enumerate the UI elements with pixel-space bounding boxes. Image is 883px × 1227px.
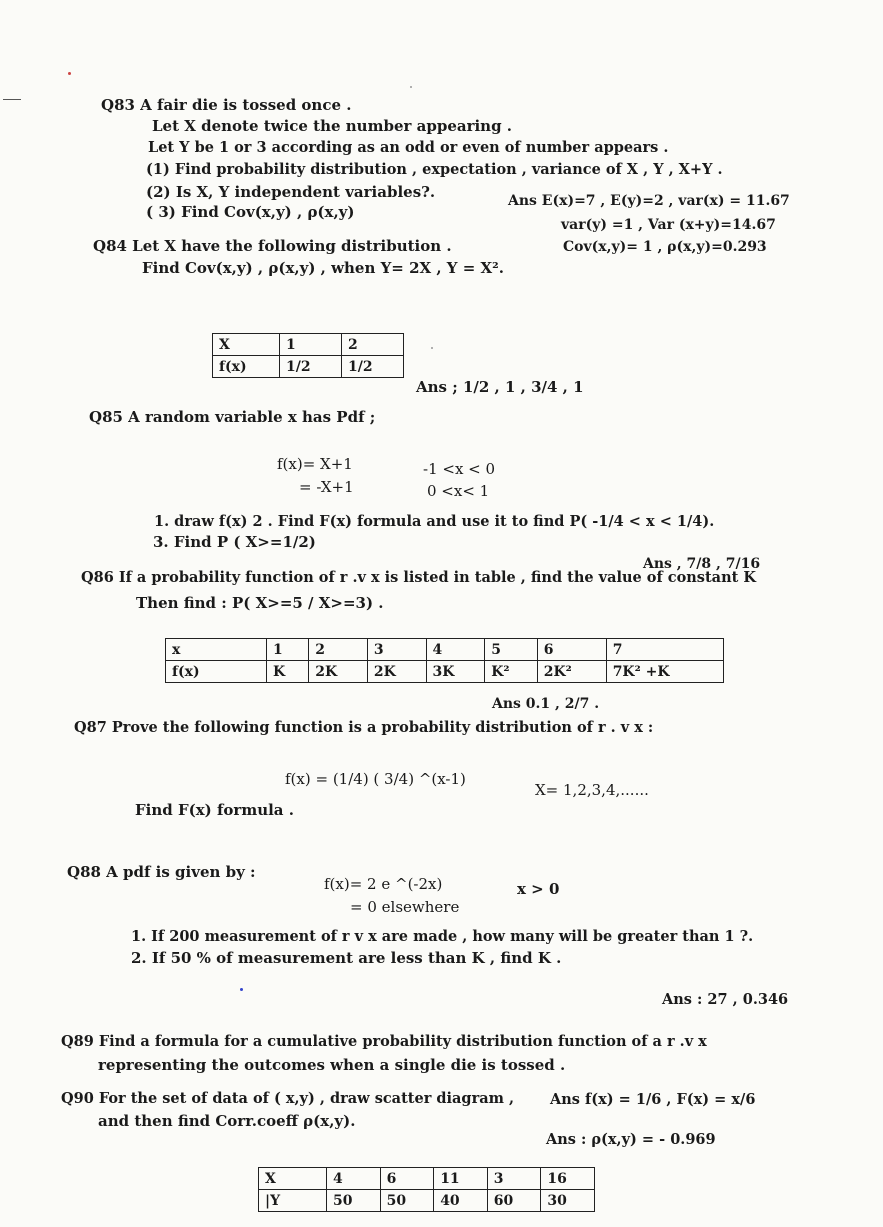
table-cell: 2 xyxy=(341,334,403,356)
q86-line1: Q86 If a probability function of r .v x is listed in table , find the value of constant K xyxy=(81,569,756,586)
table-cell: K² xyxy=(485,661,538,683)
table-cell: |Y xyxy=(259,1190,327,1212)
q89-line1: Q89 Find a formula for a cumulative probability distribution function of a r .v x xyxy=(61,1033,707,1050)
table-cell: K xyxy=(267,661,309,683)
table-row xyxy=(166,639,724,661)
q83-line4: (1) Find probability distribution , expectation , variance of X , Y , X+Y . xyxy=(146,161,723,178)
table-cell: 1/2 xyxy=(341,356,403,378)
scan-speck xyxy=(410,86,412,88)
table-cell: 4 xyxy=(426,639,485,661)
q85-f1-range: -1 <x < 0 xyxy=(423,460,496,478)
table-cell: f(x) xyxy=(213,356,280,378)
q85-f2: = -X+1 xyxy=(299,478,354,496)
q83-line6: ( 3) Find Cov(x,y) , ρ(x,y) xyxy=(146,203,355,221)
q83-answer-1: Ans E(x)=7 , E(y)=2 , var(x) = 11.67 xyxy=(508,193,790,209)
table-cell: 7 xyxy=(606,639,723,661)
table-cell: 1/2 xyxy=(279,356,341,378)
q88-f2: = 0 elsewhere xyxy=(350,898,460,916)
q88-task-1: 1. If 200 measurement of r v x are made , how many will be greater than 1 ?. xyxy=(131,928,754,945)
q83-line5: (2) Is X, Y independent variables?. xyxy=(146,183,436,201)
q83-answer-2: var(y) =1 , Var (x+y)=14.67 xyxy=(561,217,776,233)
q85-line1: Q85 A random variable x has Pdf ; xyxy=(89,408,376,426)
table-cell: 2K xyxy=(309,661,368,683)
q90-line2: and then find Corr.coeff ρ(x,y). xyxy=(98,1112,356,1130)
table-cell: 2 xyxy=(309,639,368,661)
q83-answer-3: Cov(x,y)= 1 , ρ(x,y)=0.293 xyxy=(563,239,767,255)
q88-line1: Q88 A pdf is given by : xyxy=(67,863,256,881)
table-cell: 3 xyxy=(367,639,426,661)
table-cell: 3 xyxy=(487,1168,541,1190)
q85-task-1: 1. draw f(x) 2 . Find F(x) formula and use it to find P( -1/4 < x < 1/4). xyxy=(154,513,715,530)
scan-speck xyxy=(431,347,433,349)
scan-speck xyxy=(68,72,71,75)
q84-answer: Ans ; 1/2 , 1 , 3/4 , 1 xyxy=(416,378,584,396)
table-cell: 7K² +K xyxy=(606,661,723,683)
q89-answer: Ans f(x) = 1/6 , F(x) = x/6 xyxy=(550,1091,756,1108)
table-cell: f(x) xyxy=(166,661,267,683)
q83-line2: Let X denote twice the number appearing . xyxy=(152,117,513,135)
table-cell: 3K xyxy=(426,661,485,683)
table-cell: 30 xyxy=(541,1190,595,1212)
q89-line2: representing the outcomes when a single die is tossed . xyxy=(98,1056,566,1074)
q88-task-2: 2. If 50 % of measurement are less than K , find K . xyxy=(131,949,562,967)
table-row xyxy=(213,356,404,378)
table-cell: 50 xyxy=(380,1190,434,1212)
scan-speck xyxy=(240,988,243,991)
q88-f1: f(x)= 2 e ^(-2x) xyxy=(324,875,443,893)
table-cell: 16 xyxy=(541,1168,595,1190)
scan-dash xyxy=(3,99,21,100)
q85-f1: f(x)= X+1 xyxy=(277,455,353,473)
table-row xyxy=(259,1168,595,1190)
table-cell: 2K xyxy=(367,661,426,683)
table-row xyxy=(259,1190,595,1212)
q83-line1: Q83 A fair die is tossed once . xyxy=(101,96,352,114)
q84-line1: Q84 Let X have the following distribution . xyxy=(93,237,452,255)
table-cell: 1 xyxy=(279,334,341,356)
table-cell: 4 xyxy=(327,1168,381,1190)
q88-condition: x > 0 xyxy=(517,880,560,898)
q90-line1: Q90 For the set of data of ( x,y) , draw scatter diagram , xyxy=(61,1090,515,1107)
table-cell: X xyxy=(213,334,280,356)
q85-answer: Ans , 7/8 , 7/16 xyxy=(643,556,761,572)
table-cell: 6 xyxy=(380,1168,434,1190)
q87-line1: Q87 Prove the following function is a probability distribution of r . v x : xyxy=(74,719,654,736)
table-cell: 2K² xyxy=(537,661,606,683)
q87-formula: f(x) = (1/4) ( 3/4) ^(x-1) xyxy=(285,770,466,788)
q86-line2: Then find : P( X>=5 / X>=3) . xyxy=(136,594,384,612)
table-cell: X xyxy=(259,1168,327,1190)
table-cell: 5 xyxy=(485,639,538,661)
q84-distribution-table xyxy=(212,333,404,378)
table-cell: x xyxy=(166,639,267,661)
table-cell: 60 xyxy=(487,1190,541,1212)
table-cell: 1 xyxy=(267,639,309,661)
q83-line3: Let Y be 1 or 3 according as an odd or even of number appears . xyxy=(148,139,669,156)
table-row xyxy=(166,661,724,683)
table-cell: 6 xyxy=(537,639,606,661)
q90-answer: Ans : ρ(x,y) = - 0.969 xyxy=(546,1131,716,1148)
table-cell: 11 xyxy=(434,1168,488,1190)
q90-data-table xyxy=(258,1167,595,1212)
q86-probability-table xyxy=(165,638,724,683)
table-row xyxy=(213,334,404,356)
q86-answer: Ans 0.1 , 2/7 . xyxy=(492,696,600,712)
q88-answer: Ans : 27 , 0.346 xyxy=(662,991,789,1008)
q87-find: Find F(x) formula . xyxy=(135,801,294,819)
table-cell: 50 xyxy=(327,1190,381,1212)
q85-f2-range: 0 <x< 1 xyxy=(427,482,490,500)
q85-task-2: 3. Find P ( X>=1/2) xyxy=(153,533,316,551)
q84-line2: Find Cov(x,y) , ρ(x,y) , when Y= 2X , Y = X². xyxy=(142,259,504,277)
table-cell: 40 xyxy=(434,1190,488,1212)
q87-domain: X= 1,2,3,4,...... xyxy=(535,781,649,799)
